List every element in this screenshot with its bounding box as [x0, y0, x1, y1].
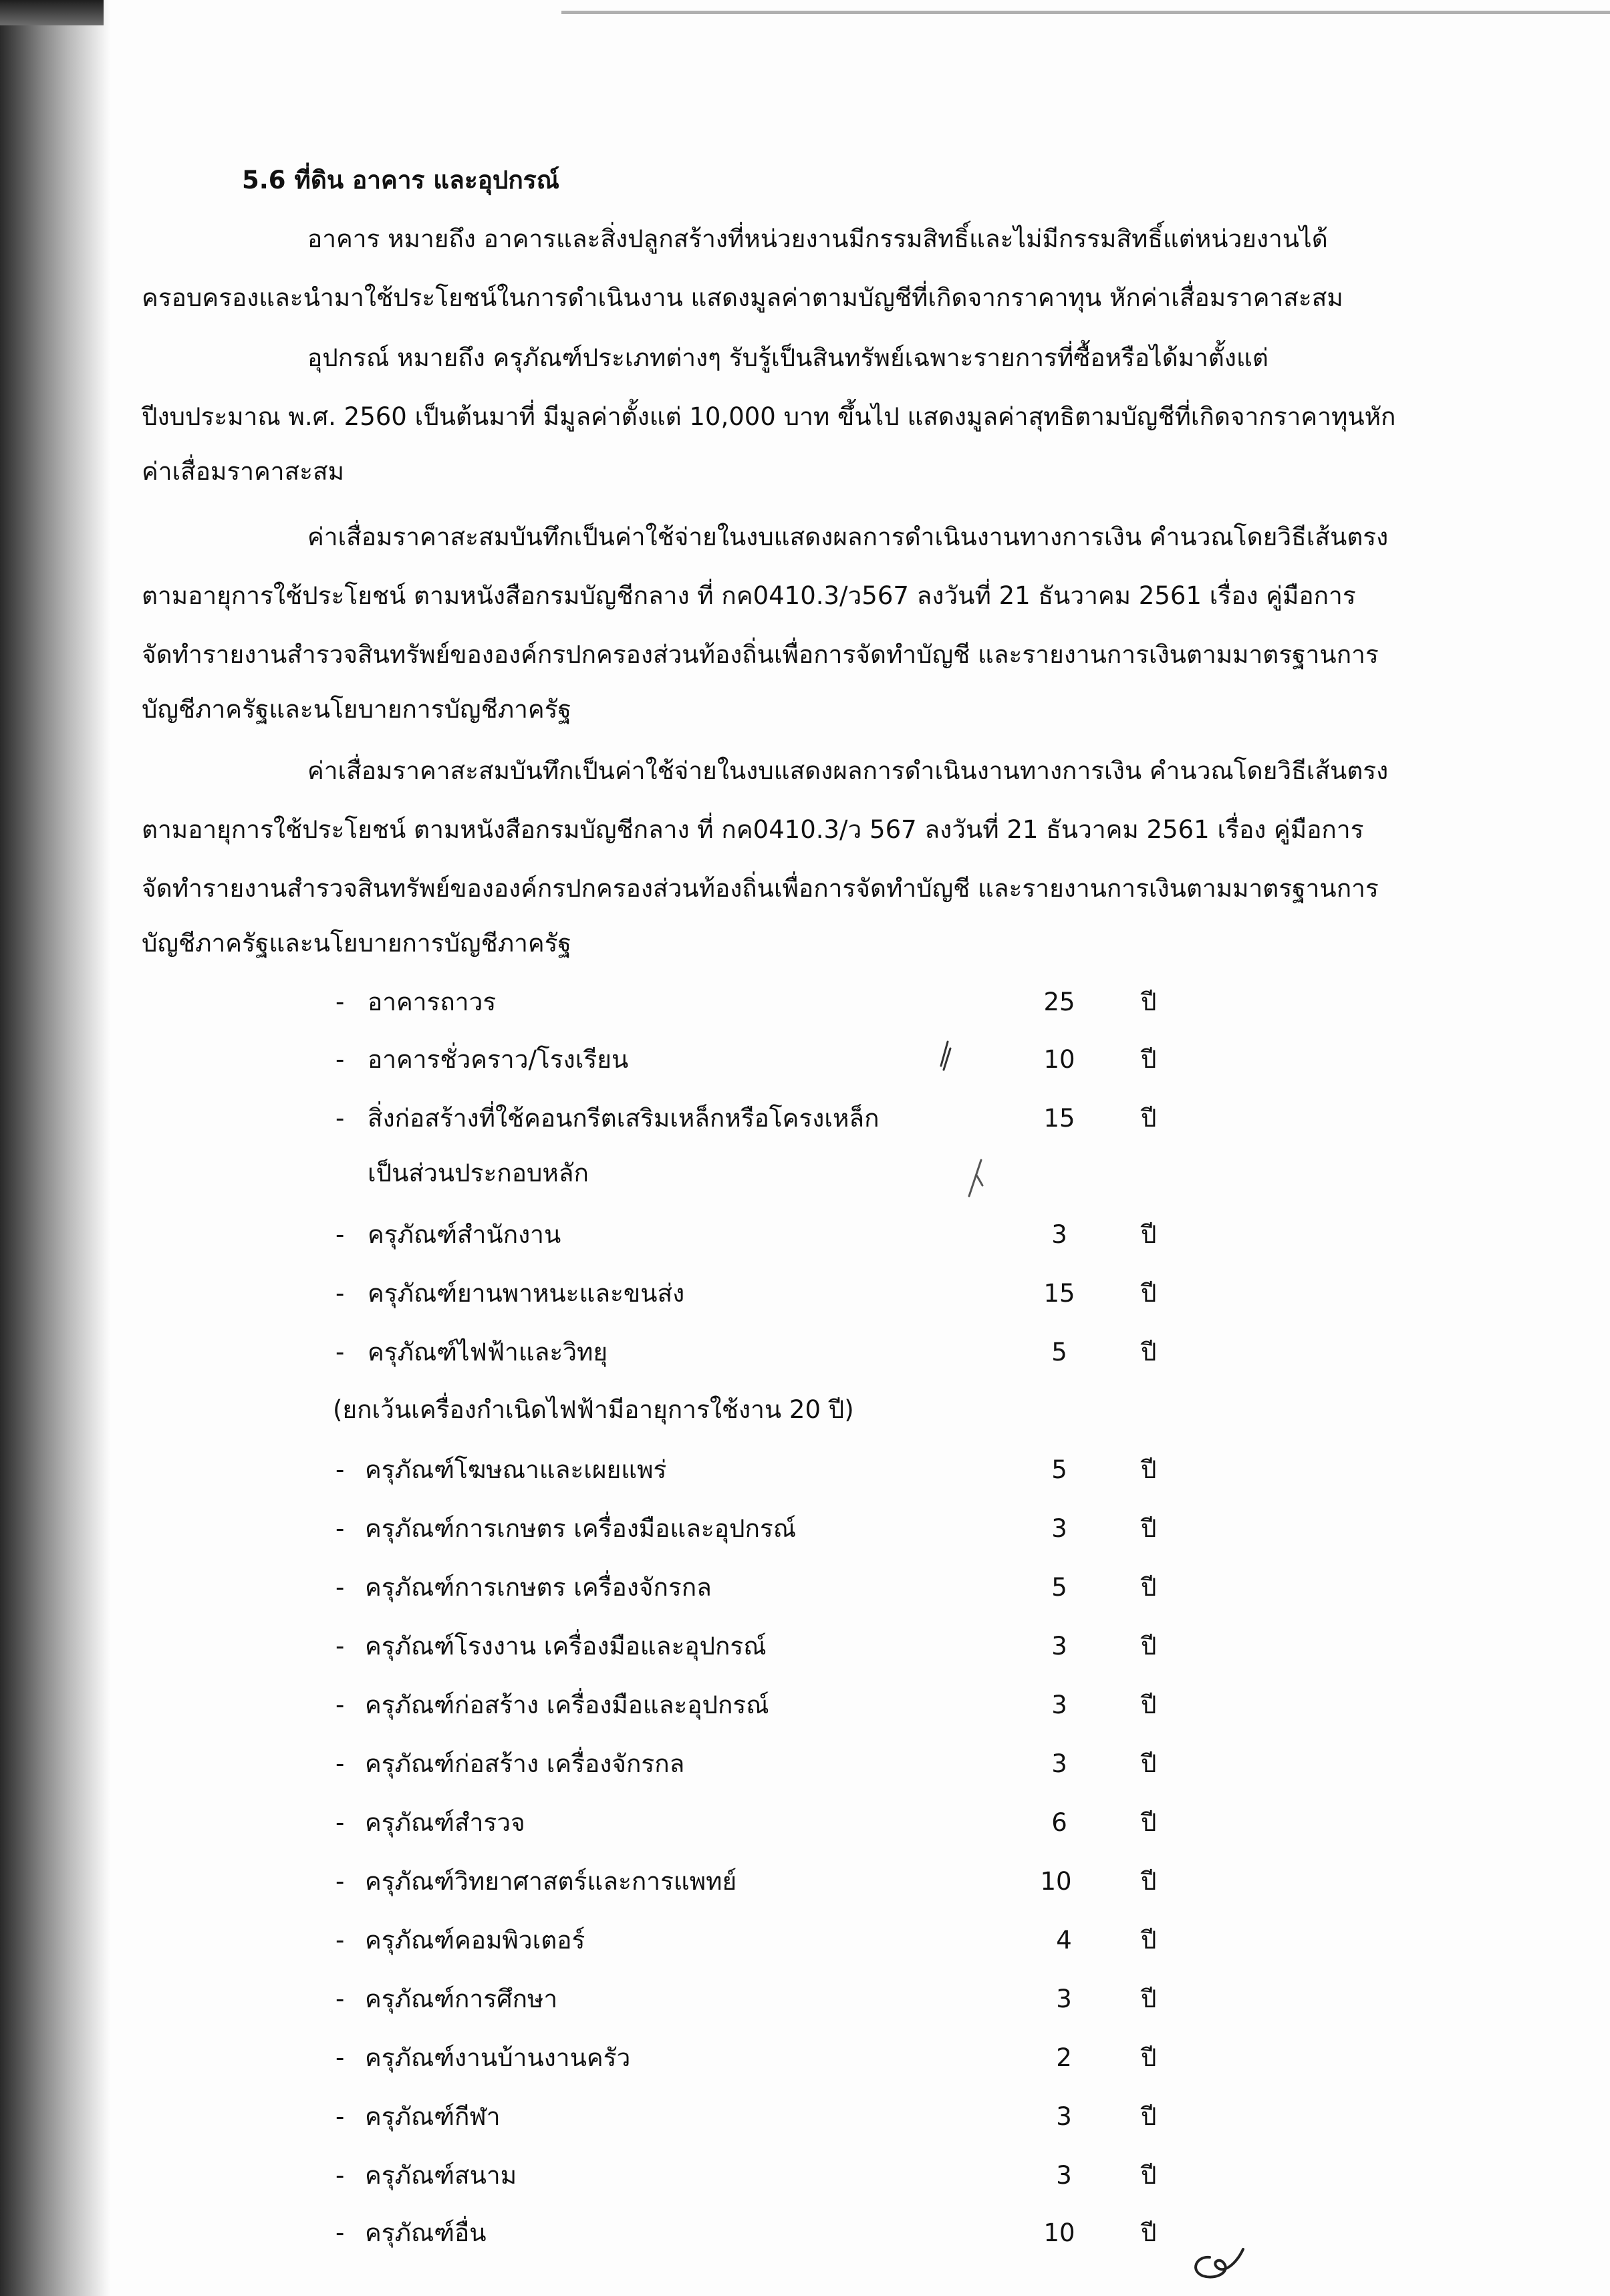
list-dash: - — [336, 1104, 345, 1133]
useful-life-years: 10 — [1040, 1867, 1072, 1896]
list-dash: - — [336, 1691, 345, 1719]
list-dash: - — [336, 2218, 345, 2247]
useful-life-years: 3 — [1056, 2102, 1072, 2131]
list-item — [0, 2218, 1610, 2259]
scan-corner-shadow — [0, 0, 104, 25]
year-unit: ปี — [1141, 1808, 1157, 1837]
asset-label: สิ่งก่อสร้างที่ใช้คอนกรีตเสริมเหล็กหรือโครงเหล็ก — [368, 1104, 880, 1133]
list-dash: - — [336, 1808, 345, 1837]
list-dash: - — [336, 1279, 345, 1308]
year-unit: ปี — [1141, 1279, 1157, 1308]
year-unit: ปี — [1141, 1573, 1157, 1602]
list-item — [0, 2161, 1610, 2201]
list-item — [0, 1808, 1610, 1848]
list-dash: - — [336, 1045, 345, 1074]
generator-exception-note: (ยกเว้นเครื่องกำเนิดไฟฟ้ามีอายุการใช้งาน 20 ปี) — [333, 1395, 854, 1424]
paragraph-depreciation-a-line-1: ค่าเสื่อมราคาสะสมบันทึกเป็นค่าใช้จ่ายในงบแสดงผลการดำเนินงานทางการเงิน คำนวณโดยวิธีเส้นตรง — [307, 523, 1389, 551]
asset-label: ครุภัณฑ์กีฬา — [365, 2102, 501, 2131]
list-item — [0, 1279, 1610, 1319]
asset-label: ครุภัณฑ์การเกษตร เครื่องมือและอุปกรณ์ — [365, 1514, 797, 1543]
list-dash: - — [336, 1220, 345, 1249]
handwritten-initial-mark — [1183, 2237, 1256, 2284]
list-item — [0, 2043, 1610, 2084]
useful-life-years: 6 — [1051, 1808, 1067, 1837]
list-item — [0, 1514, 1610, 1554]
asset-label: ครุภัณฑ์งานบ้านงานครัว — [365, 2043, 631, 2072]
year-unit: ปี — [1141, 1455, 1157, 1484]
asset-label: ครุภัณฑ์คอมพิวเตอร์ — [365, 1926, 585, 1955]
useful-life-years: 10 — [1043, 1045, 1075, 1074]
list-item — [0, 1632, 1610, 1672]
pen-tick-mark — [936, 1039, 956, 1072]
useful-life-years: 3 — [1051, 1514, 1067, 1543]
paragraph-equipment-line-3: ค่าเสื่อมราคาสะสม — [142, 457, 344, 486]
year-unit: ปี — [1141, 2043, 1157, 2072]
year-unit: ปี — [1141, 1338, 1157, 1367]
useful-life-years: 3 — [1051, 1749, 1067, 1778]
list-item — [0, 2102, 1610, 2142]
list-dash: - — [336, 1338, 345, 1367]
year-unit: ปี — [1141, 2161, 1157, 2190]
paragraph-equipment-line-1: อุปกรณ์ หมายถึง ครุภัณฑ์ประเภทต่างๆ รับรู้เป็นสินทรัพย์เฉพาะรายการที่ซื้อหรือได้มาตั้งแต่ — [307, 343, 1268, 372]
paragraph-buildings-line-1: อาคาร หมายถึง อาคารและสิ่งปลูกสร้างที่หน่วยงานมีกรรมสิทธิ์และไม่มีกรรมสิทธิ์แต่หน่วยงานได้ — [307, 225, 1328, 253]
page-top-edge-line — [561, 11, 1610, 14]
year-unit: ปี — [1141, 1045, 1157, 1074]
list-dash: - — [336, 1455, 345, 1484]
list-item — [0, 1338, 1610, 1378]
paragraph-depreciation-b-line-4: บัญชีภาครัฐและนโยบายการบัญชีภาครัฐ — [142, 929, 571, 958]
year-unit: ปี — [1141, 2102, 1157, 2131]
useful-life-years: 15 — [1043, 1104, 1075, 1133]
list-item — [0, 1455, 1610, 1495]
list-dash: - — [336, 1632, 345, 1661]
asset-label: ครุภัณฑ์วิทยาศาสตร์และการแพทย์ — [365, 1867, 737, 1896]
asset-label: อาคารชั่วคราว/โรงเรียน — [368, 1045, 629, 1074]
paragraph-depreciation-b-line-1: ค่าเสื่อมราคาสะสมบันทึกเป็นค่าใช้จ่ายในงบแสดงผลการดำเนินงานทางการเงิน คำนวณโดยวิธีเส้นตรง — [307, 756, 1389, 785]
asset-label: ครุภัณฑ์การศึกษา — [365, 1985, 558, 2013]
useful-life-years: 15 — [1043, 1279, 1075, 1308]
asset-label: อาคารถาวร — [368, 988, 497, 1016]
year-unit: ปี — [1141, 1691, 1157, 1719]
asset-label: ครุภัณฑ์โรงงาน เครื่องมือและอุปกรณ์ — [365, 1632, 767, 1661]
useful-life-years: 10 — [1043, 2218, 1075, 2247]
list-dash: - — [336, 1749, 345, 1778]
year-unit: ปี — [1141, 1985, 1157, 2013]
asset-label: ครุภัณฑ์สนาม — [365, 2161, 517, 2190]
paragraph-depreciation-b-line-3: จัดทำรายงานสำรวจสินทรัพย์ขององค์กรปกครองส่วนท้องถิ่นเพื่อการจัดทำบัญชี และรายงานการเงินตามมาตรฐานการ — [142, 874, 1379, 903]
asset-label: ครุภัณฑ์การเกษตร เครื่องจักรกล — [365, 1573, 712, 1602]
list-item — [0, 1573, 1610, 1613]
list-item — [0, 1926, 1610, 1966]
asset-label: ครุภัณฑ์ก่อสร้าง เครื่องจักรกล — [365, 1749, 685, 1778]
useful-life-years: 2 — [1056, 2043, 1072, 2072]
year-unit: ปี — [1141, 1632, 1157, 1661]
list-item — [0, 1104, 1610, 1191]
asset-label: ครุภัณฑ์สำรวจ — [365, 1808, 525, 1837]
paragraph-buildings-line-2: ครอบครองและนำมาใช้ประโยชน์ในการดำเนินงาน แสดงมูลค่าตามบัญชีที่เกิดจากราคาทุน หักค่าเสื่อมราคาสะสม — [142, 283, 1343, 312]
list-item — [0, 1691, 1610, 1731]
list-item — [0, 1220, 1610, 1260]
list-dash: - — [336, 1985, 345, 2013]
asset-label: ครุภัณฑ์ไฟฟ้าและวิทยุ — [368, 1338, 608, 1367]
useful-life-years: 4 — [1056, 1926, 1072, 1955]
list-item — [0, 1867, 1610, 1907]
asset-label: ครุภัณฑ์อื่น — [365, 2218, 487, 2247]
section-heading: 5.6 ที่ดิน อาคาร และอุปกรณ์ — [242, 166, 560, 194]
paragraph-depreciation-a-line-3: จัดทำรายงานสำรวจสินทรัพย์ขององค์กรปกครองส่วนท้องถิ่นเพื่อการจัดทำบัญชี และรายงานการเงินตามมาตรฐานการ — [142, 640, 1379, 669]
useful-life-years: 5 — [1051, 1455, 1067, 1484]
year-unit: ปี — [1141, 2218, 1157, 2247]
useful-life-years: 5 — [1051, 1338, 1067, 1367]
year-unit: ปี — [1141, 1867, 1157, 1896]
paragraph-depreciation-a-line-4: บัญชีภาครัฐและนโยบายการบัญชีภาครัฐ — [142, 695, 571, 724]
list-dash: - — [336, 2102, 345, 2131]
paragraph-depreciation-a-line-2: ตามอายุการใช้ประโยชน์ ตามหนังสือกรมบัญชีกลาง ที่ กค0410.3/ว567 ลงวันที่ 21 ธันวาคม 2561 เรื่อง คู่มือการ — [142, 581, 1356, 610]
useful-life-years: 3 — [1051, 1632, 1067, 1661]
asset-label: ครุภัณฑ์ก่อสร้าง เครื่องมือและอุปกรณ์ — [365, 1691, 769, 1719]
list-item — [0, 1749, 1610, 1789]
list-dash: - — [336, 1573, 345, 1602]
pen-stray-mark — [962, 1156, 989, 1209]
list-item — [0, 1045, 1610, 1085]
list-item — [0, 1985, 1610, 2025]
year-unit: ปี — [1141, 1926, 1157, 1955]
asset-label-continuation: เป็นส่วนประกอบหลัก — [368, 1159, 589, 1187]
list-dash: - — [336, 988, 345, 1016]
asset-label: ครุภัณฑ์ยานพาหนะและขนส่ง — [368, 1279, 685, 1308]
useful-life-years: 5 — [1051, 1573, 1067, 1602]
list-item — [0, 988, 1610, 1028]
list-dash: - — [336, 1926, 345, 1955]
list-dash: - — [336, 2043, 345, 2072]
year-unit: ปี — [1141, 988, 1157, 1016]
paragraph-equipment-line-2: ปีงบประมาณ พ.ศ. 2560 เป็นต้นมาที่ มีมูลค่าตั้งแต่ 10,000 บาท ขึ้นไป แสดงมูลค่าสุทธิตามบัญชีที่เกิดจากราคาทุนหัก — [142, 402, 1396, 431]
list-dash: - — [336, 1514, 345, 1543]
useful-life-years: 3 — [1051, 1691, 1067, 1719]
useful-life-years: 3 — [1056, 1985, 1072, 2013]
asset-label: ครุภัณฑ์สำนักงาน — [368, 1220, 561, 1249]
year-unit: ปี — [1141, 1514, 1157, 1543]
year-unit: ปี — [1141, 1749, 1157, 1778]
asset-label: ครุภัณฑ์โฆษณาและเผยแพร่ — [365, 1455, 667, 1484]
useful-life-years: 3 — [1051, 1220, 1067, 1249]
useful-life-years: 25 — [1043, 988, 1075, 1016]
paragraph-depreciation-b-line-2: ตามอายุการใช้ประโยชน์ ตามหนังสือกรมบัญชีกลาง ที่ กค0410.3/ว 567 ลงวันที่ 21 ธันวาคม 2561 เรื่อง คู่มือการ — [142, 815, 1364, 844]
list-dash: - — [336, 2161, 345, 2190]
useful-life-years: 3 — [1056, 2161, 1072, 2190]
year-unit: ปี — [1141, 1220, 1157, 1249]
list-dash: - — [336, 1867, 345, 1896]
year-unit: ปี — [1141, 1104, 1157, 1133]
